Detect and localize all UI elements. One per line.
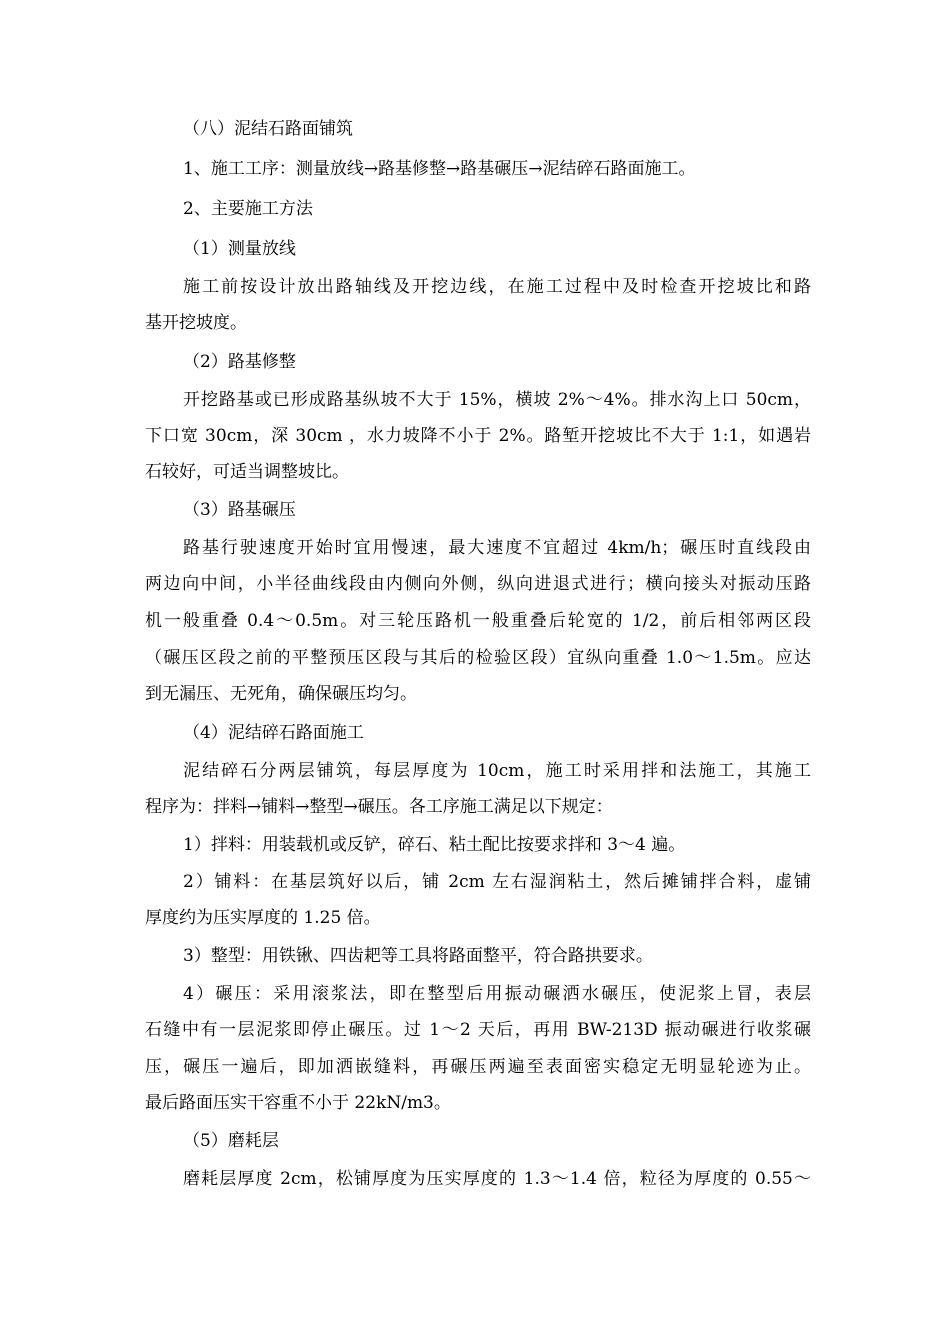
paragraph-line: 压，碾压一遍后，即加洒嵌缝料，再碾压两遍至表面密实稳定无明显轮迹为止。 — [145, 1057, 811, 1077]
paragraph-line: 路基行驶速度开始时宜用慢速，最大速度不宜超过 4km/h；碾压时直线段由 — [183, 538, 811, 558]
paragraph-line: 泥结碎石分两层铺筑，每层厚度为 10cm，施工时采用拌和法施工，其施工 — [183, 761, 811, 781]
paragraph-line: 2）铺料：在基层筑好以后，铺 2cm 左右湿润粘土，然后摊铺拌合料，虚铺 — [183, 872, 811, 892]
paragraph-line: 开挖路基或已形成路基纵坡不大于 15%，横坡 2%～4%。排水沟上口 50cm， — [183, 390, 811, 410]
paragraph-line: 厚度约为压实厚度的 1.25 倍。 — [145, 908, 381, 928]
paragraph-line: 最后路面压实干容重不小于 22kN/m3。 — [145, 1093, 451, 1113]
paragraph-line: 下口宽 30cm，深 30cm ，水力坡降不小于 2%。路堑开挖坡比不大于 1:1，如遇岩 — [145, 426, 811, 446]
paragraph-line: 两边向中间，小半径曲线段由内侧向外侧，纵向进退式进行；横向接头对振动压路 — [145, 574, 811, 594]
subsection-heading: （1）测量放线 — [183, 239, 296, 259]
paragraph-line: 机一般重叠 0.4～0.5m。对三轮压路机一般重叠后轮宽的 1/2，前后相邻两区段 — [145, 611, 811, 631]
subsection-heading: （2）路基修整 — [183, 352, 296, 372]
paragraph-line: 石缝中有一层泥浆即停止碾压。过 1～2 天后，再用 BW-213D 振动碾进行收浆碾 — [145, 1020, 811, 1040]
paragraph-line: 磨耗层厚度 2cm，松铺厚度为压实厚度的 1.3～1.4 倍，粒径为厚度的 0.55～ — [183, 1169, 811, 1189]
paragraph-line: 4）碾压：采用滚浆法，即在整型后用振动碾洒水碾压，使泥浆上冒，表层 — [183, 984, 811, 1004]
paragraph-line: （碾压区段之前的平整预压区段与其后的检验区段）宜纵向重叠 1.0～1.5m。应达 — [145, 648, 811, 668]
subsection-heading: （5）磨耗层 — [183, 1131, 279, 1151]
paragraph-line: 3）整型：用铁锹、四齿耙等工具将路面整平，符合路拱要求。 — [183, 946, 653, 966]
subsection-heading: （4）泥结碎石路面施工 — [183, 723, 364, 743]
paragraph-line: 基开挖坡度。 — [145, 313, 247, 333]
paragraph-line: 石较好，可适当调整坡比。 — [145, 462, 349, 482]
paragraph-line: 1）拌料：用装载机或反铲，碎石、粘土配比按要求拌和 3～4 遍。 — [183, 835, 686, 855]
paragraph-line: 程序为：拌料→铺料→整型→碾压。各工序施工满足以下规定： — [145, 797, 613, 817]
paragraph-line: 到无漏压、无死角，确保碾压均匀。 — [145, 684, 417, 704]
subsection-heading: 2、主要施工方法 — [183, 199, 313, 219]
paragraph-line: 1、施工工序：测量放线→路基修整→路基碾压→泥结碎石路面施工。 — [183, 159, 696, 179]
paragraph-line: 施工前按设计放出路轴线及开挖边线，在施工过程中及时检查开挖坡比和路 — [183, 277, 811, 297]
subsection-heading: （3）路基碾压 — [183, 500, 296, 520]
section-heading: （八）泥结石路面铺筑 — [183, 119, 353, 139]
